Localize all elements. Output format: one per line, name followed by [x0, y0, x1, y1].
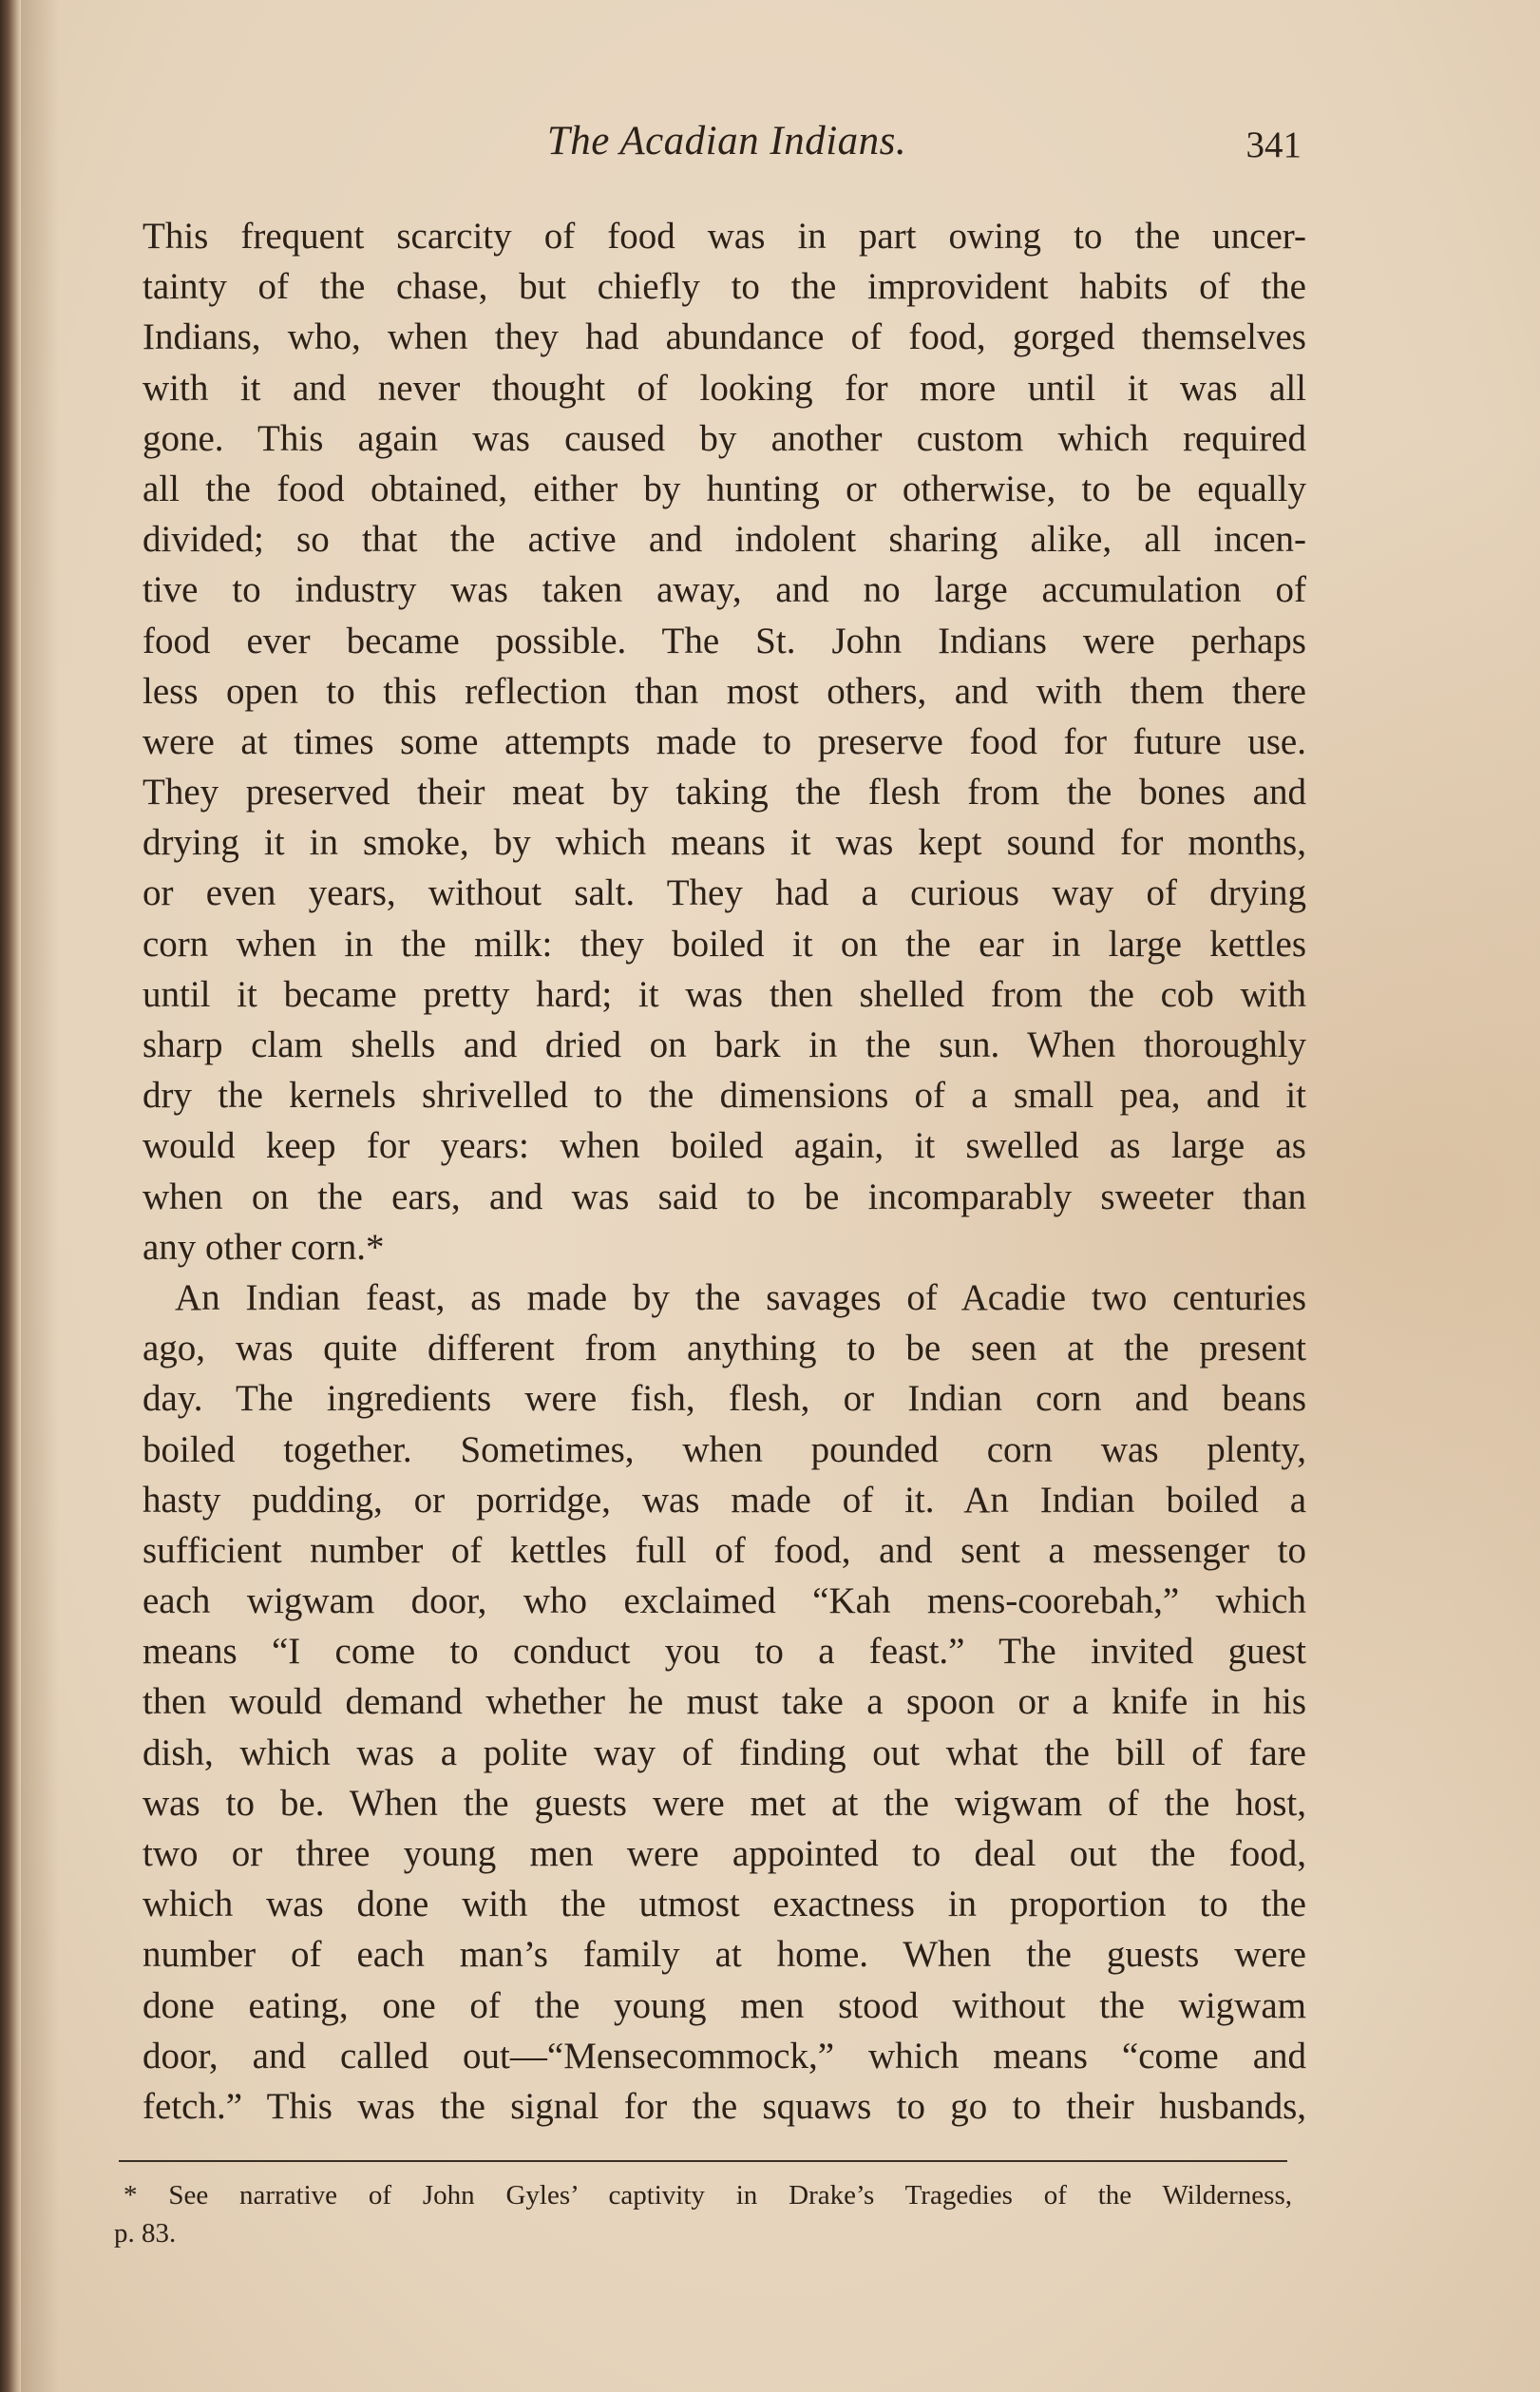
text-line: hasty pudding, or porridge, was made of it. An Indian boiled a [143, 1479, 1306, 1521]
text-line: corn when in the milk: they boiled it on the ear in large kettles [143, 923, 1306, 965]
text-line: all the food obtained, either by hunting or otherwise, to be equally [143, 468, 1306, 509]
running-title: The Acadian Indians. [546, 119, 907, 163]
text-line: drying it in smoke, by which means it was kept sound for months, [143, 822, 1306, 864]
text-line: An Indian feast, as made by the savages of Acadie two centuries [175, 1276, 1306, 1318]
text-line: door, and called out—“Mensecommock,” which means “come and [143, 2035, 1306, 2076]
binding-shadow [21, 0, 59, 2392]
text-line: boiled together. Sometimes, when pounded corn was plenty, [143, 1428, 1306, 1470]
text-line: This frequent scarcity of food was in part owing to the uncer- [143, 216, 1306, 257]
text-line: sharp clam shells and dried on bark in the sun. When thoroughly [143, 1024, 1306, 1065]
text-line: each wigwam door, who exclaimed “Kah mens-coorebah,” which [143, 1580, 1306, 1622]
text-line: tainty of the chase, but chiefly to the improvident habits of the [143, 266, 1306, 308]
text-line: or even years, without salt. They had a curious way of drying [143, 872, 1306, 914]
text-line: tive to industry was taken away, and no large accumulation of [143, 569, 1306, 611]
text-line: were at times some attempts made to preserve food for future use. [143, 720, 1306, 762]
text-line: ago, was quite different from anything to be seen at the present [143, 1328, 1306, 1369]
text-line: food ever became possible. The St. John Indians were perhaps [143, 620, 1306, 661]
text-line: less open to this reflection than most others, and with them there [143, 670, 1306, 712]
text-line: two or three young men were appointed to deal out the food, [143, 1833, 1306, 1874]
text-line: divided; so that the active and indolent sharing alike, all incen- [143, 519, 1306, 561]
body-text [143, 211, 1306, 2132]
text-line: was to be. When the guests were met at the wigwam of the host, [143, 1782, 1306, 1824]
footnote-line: p. 83. [114, 2218, 177, 2248]
text-line: number of each man’s family at home. When the guests were [143, 1934, 1306, 1976]
footnote [114, 2176, 1292, 2252]
text-line: would keep for years: when boiled again, it swelled as large as [143, 1125, 1306, 1167]
text-line: then would demand whether he must take a spoon or a knife in his [143, 1681, 1306, 1723]
text-line: means “I come to conduct you to a feast.” The invited guest [143, 1631, 1306, 1673]
text-line: any other corn.* [143, 1226, 385, 1268]
text-line: done eating, one of the young men stood without the wigwam [143, 1984, 1306, 2026]
text-line: fetch.” This was the signal for the squaws to go to their husbands, [143, 2085, 1306, 2127]
text-line: dry the kernels shrivelled to the dimensions of a small pea, and it [143, 1075, 1306, 1117]
page-number: 341 [1245, 124, 1302, 165]
text-line: until it became pretty hard; it was then shelled from the cob with [143, 973, 1306, 1015]
text-line: They preserved their meat by taking the flesh from the bones and [143, 772, 1306, 813]
text-line: sufficient number of kettles full of food, and sent a messenger to [143, 1529, 1306, 1571]
text-line: gone. This again was caused by another custom which required [143, 417, 1306, 459]
text-line: with it and never thought of looking for more until it was all [143, 367, 1306, 409]
text-line: Indians, who, when they had abundance of food, gorged themselves [143, 316, 1306, 358]
text-line: when on the ears, and was said to be incomparably sweeter than [143, 1176, 1306, 1217]
text-line: dish, which was a polite way of finding out what the bill of fare [143, 1732, 1306, 1773]
footnote-rule [119, 2160, 1287, 2162]
running-head [152, 118, 1302, 175]
page-binding-edge [0, 0, 21, 2392]
text-line: day. The ingredients were fish, flesh, or Indian corn and beans [143, 1378, 1306, 1420]
footnote-line: * See narrative of John Gyles’ captivity in Drake’s Tragedies of the Wilderness, [124, 2180, 1292, 2210]
text-line: which was done with the utmost exactness in proportion to the [143, 1884, 1306, 1925]
